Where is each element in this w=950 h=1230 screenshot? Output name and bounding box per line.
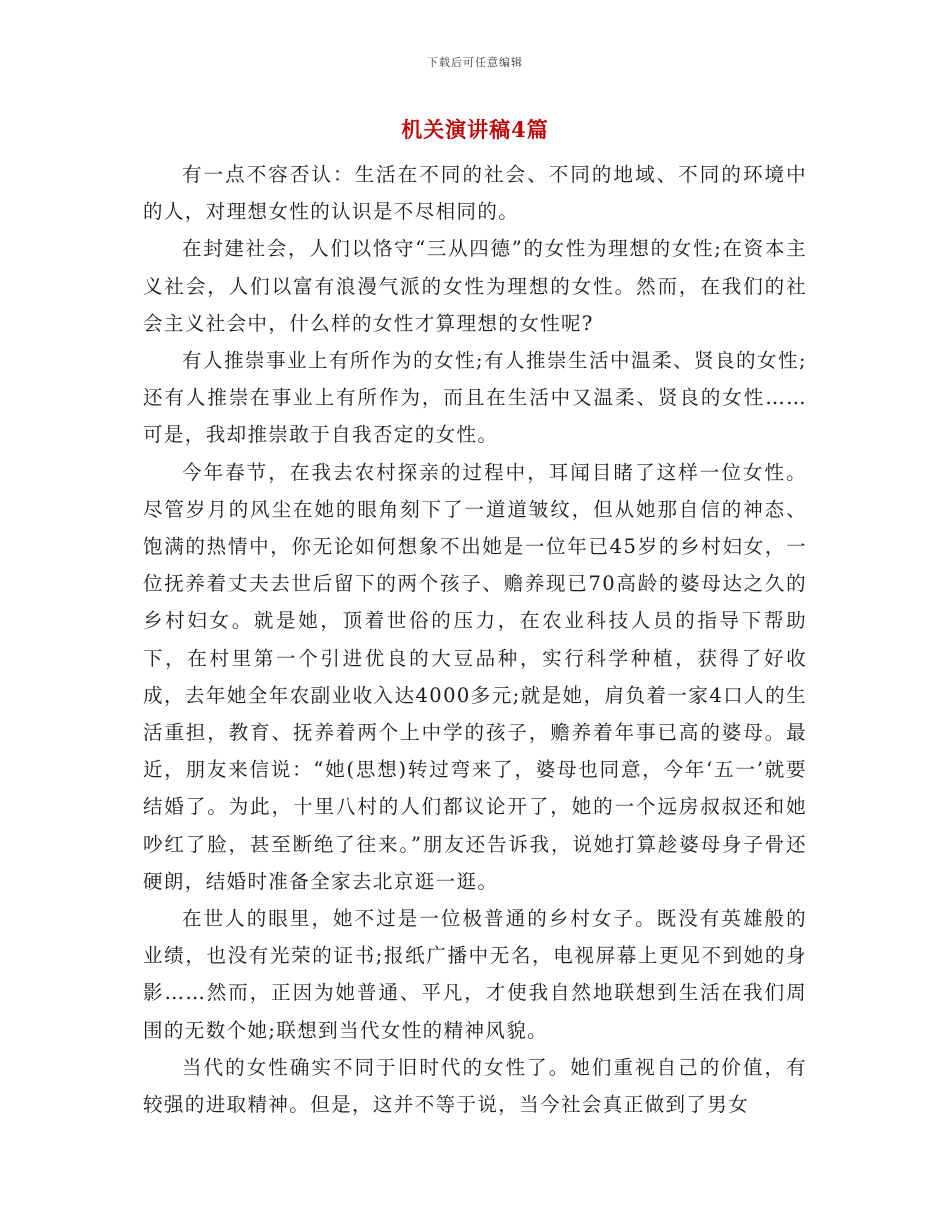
paragraph: 今年春节，在我去农村探亲的过程中，耳闻目睹了这样一位女性。尽管岁月的风尘在她的眼角刻下了一道道皱纹，但从她那自信的神态、饱满的热情中，你无论如何想象不出她是一位年已45岁的乡村妇女，一位抚养着丈夫去世后留下的两个孩子、赡养现已70高龄的婆母达之久的乡村妇女。就是她，顶着世俗的压力，在农业科技人员的指导下帮助下，在村里第一个引进优良的大豆品种，实行科学种植，获得了好收成，去年她全年农副业收入达4000多元;就是她，肩负着一家4口人的生活重担，教育、抚养着两个上中学的孩子，赡养着年事已高的婆母。最近，朋友来信说：“她(思想)转过弯来了，婆母也同意，今年‘五一’就要结婚了。为此，十里八村的人们都议论开了，她的一个远房叔叔还和她吵红了脸，甚至断绝了往来。”朋友还告诉我，说她打算趁婆母身子骨还硬朗，结婚时准备全家去北京逛一逛。 [143, 460, 807, 893]
header-note: 下载后可任意编辑 [427, 56, 523, 69]
paragraph: 在世人的眼里，她不过是一位极普通的乡村女子。既没有英雄般的业绩，也没有光荣的证书;报纸广播中无名，电视屏幕上更见不到她的身影……然而，正因为她普通、平凡，才使我自然地联想到生活在我们周围的无数个她;联想到当代女性的精神风貌。 [143, 907, 807, 1042]
paragraph: 有一点不容否认：生活在不同的社会、不同的地域、不同的环境中的人，对理想女性的认识是不尽相同的。 [143, 163, 807, 224]
paragraph: 当代的女性确实不同于旧时代的女性了。她们重视自己的价值，有较强的进取精神。但是，这并不等于说，当今社会真正做到了男女 [143, 1055, 807, 1117]
paragraph: 有人推崇事业上有所作为的女性;有人推崇生活中温柔、贤良的女性;还有人推崇在事业上有所作为，而且在生活中又温柔、贤良的女性……可是，我却推崇敢于自我否定的女性。 [143, 349, 807, 447]
paragraph: 在封建社会，人们以恪守“三从四德”的女性为理想的女性;在资本主义社会，人们以富有浪漫气派的女性为理想的女性。然而，在我们的社会主义社会中，什么样的女性才算理想的女性呢? [143, 237, 807, 335]
document-body [143, 156, 807, 1123]
document-title: 机关演讲稿4篇 [401, 117, 549, 142]
